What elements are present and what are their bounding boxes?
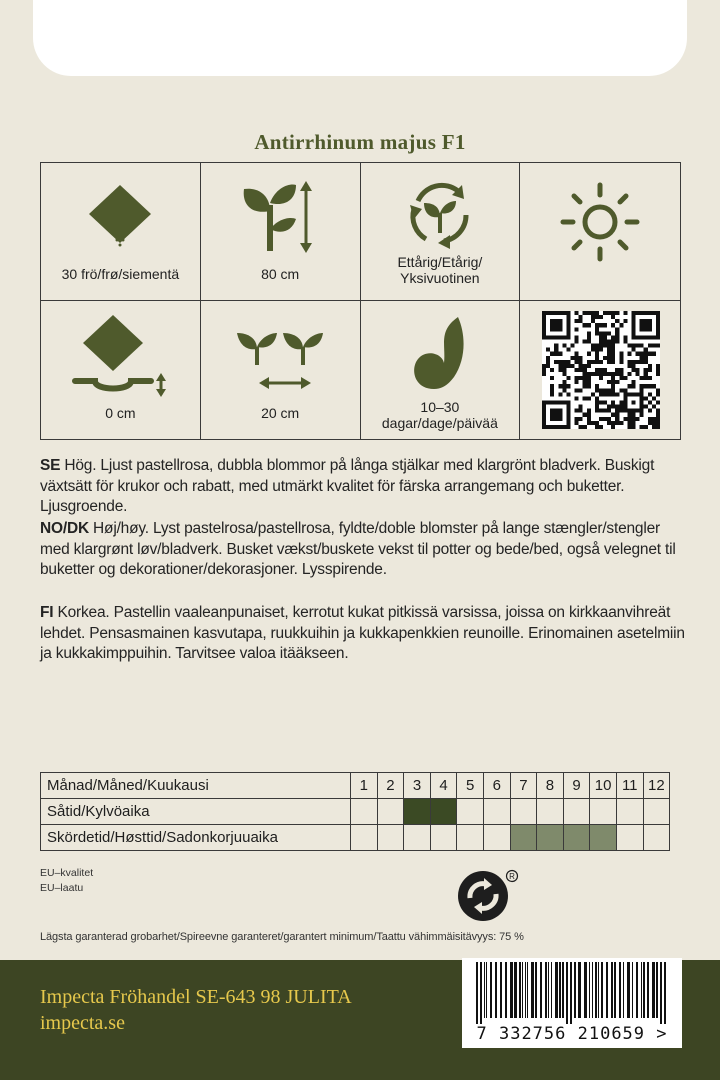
depth-caption: 0 cm <box>105 405 136 421</box>
sowing-depth-icon <box>65 313 175 397</box>
description-fi-text: Korkea. Pastellin vaaleanpunaiset, kerrotut kukat pitkissä varsissa, joissa on kirkkaanvihreät lehdet. Pensasmainen kasvutapa, ruukkuihin ja kukkapenkkien reunoille. Erinomainen asetelmiin ja kukkakimppuihin. Tarvitsee valoa itääkseen. <box>40 604 685 663</box>
sun-icon <box>557 179 643 265</box>
calendar-sowing-month-9 <box>563 799 590 825</box>
germ-days-range: 10–30 <box>420 399 460 415</box>
barcode-number: 7 332756 210659 > <box>476 1024 668 1044</box>
qr-code[interactable] <box>542 311 660 429</box>
hang-hole <box>33 0 687 76</box>
calendar-sowing-month-1 <box>351 799 378 825</box>
calendar-header <box>41 773 670 799</box>
germ-days-unit: dagar/dage/päivää <box>381 415 498 431</box>
eu-quality-se: EU–kvalitet <box>40 867 94 879</box>
month-4: 4 <box>430 773 457 799</box>
cell-depth <box>41 301 201 439</box>
cell-seeds <box>41 163 201 301</box>
lifecycle-line1: Ettårig/Etårig/ <box>397 254 483 270</box>
lang-code-no-dk: NO/DK <box>40 520 89 537</box>
calendar-sowing-month-3 <box>404 799 431 825</box>
cell-qr <box>520 301 680 439</box>
barcode-bars <box>462 958 682 1024</box>
green-dot-icon <box>456 868 520 924</box>
cell-lifecycle <box>361 163 521 301</box>
calendar-harvest-month-10 <box>590 825 617 851</box>
description-fi <box>40 603 690 665</box>
month-12: 12 <box>643 773 670 799</box>
calendar-harvest-month-2 <box>377 825 404 851</box>
month-10: 10 <box>590 773 617 799</box>
sowing-calendar <box>40 772 670 851</box>
calendar-harvest-month-5 <box>457 825 484 851</box>
germination-caption <box>361 399 520 431</box>
calendar-harvest-month-11 <box>616 825 643 851</box>
eu-quality <box>40 866 93 896</box>
lang-code-se: SE <box>40 457 61 474</box>
cell-height <box>201 163 361 301</box>
description-no-dk <box>40 519 690 581</box>
lang-code-fi: FI <box>40 604 54 621</box>
description-no-dk-text: Høj/høy. Lyst pastelrosa/pastellrosa, fyldte/doble blomster på lange stængler/stengler med klargrønt løv/bladverk. Busket vækst/buskete vekst til potter og bede/bed, også velegnet til buketter og dekorationer/dekorasjoner. Lysspirende. <box>40 520 676 579</box>
annual-cycle-icon <box>404 179 476 251</box>
barcode <box>462 958 682 1048</box>
month-3: 3 <box>404 773 431 799</box>
species-title: Antirrhinum majus F1 <box>254 130 466 154</box>
calendar-sowing-label: Såtid/Kylvöaika <box>41 799 351 825</box>
calendar-harvest-month-4 <box>430 825 457 851</box>
calendar-sowing-month-8 <box>537 799 564 825</box>
month-8: 8 <box>537 773 564 799</box>
eu-quality-fi: EU–laatu <box>40 882 84 894</box>
spacing-caption: 20 cm <box>261 405 300 421</box>
month-9: 9 <box>563 773 590 799</box>
germination-guarantee: Lägsta garanterad grobarhet/Spireevne garanteret/garantert minimum/Taattu vähimmäisitävyys: 75 % <box>40 931 524 943</box>
month-1: 1 <box>351 773 378 799</box>
seeds-caption: 30 frö/frø/siementä <box>61 266 180 282</box>
month-11: 11 <box>616 773 643 799</box>
lifecycle-caption <box>361 254 520 286</box>
month-2: 2 <box>377 773 404 799</box>
calendar-sowing-month-6 <box>483 799 510 825</box>
calendar-sowing-month-11 <box>616 799 643 825</box>
company-url[interactable]: impecta.se <box>40 1012 125 1034</box>
month-7: 7 <box>510 773 537 799</box>
month-6: 6 <box>483 773 510 799</box>
cell-spacing <box>201 301 361 439</box>
germination-icon <box>408 315 472 391</box>
height-caption: 80 cm <box>261 266 300 282</box>
calendar-harvest-month-8 <box>537 825 564 851</box>
company-address: Impecta Fröhandel SE-643 98 JULITA <box>40 986 352 1008</box>
calendar-harvest-month-12 <box>643 825 670 851</box>
calendar-harvest-label: Skördetid/Høsttid/Sadonkorjuuaika <box>41 825 351 851</box>
calendar-sowing <box>41 799 670 825</box>
calendar-harvest-month-3 <box>404 825 431 851</box>
plant-spacing-icon <box>235 329 325 393</box>
calendar-header-label: Månad/Måned/Kuukausi <box>41 773 351 799</box>
calendar-sowing-month-2 <box>377 799 404 825</box>
cell-sun <box>520 163 680 301</box>
svg-text:R: R <box>509 872 515 881</box>
calendar-harvest-month-1 <box>351 825 378 851</box>
calendar-harvest-month-6 <box>483 825 510 851</box>
lifecycle-line2: Yksivuotinen <box>400 270 480 286</box>
calendar-sowing-month-7 <box>510 799 537 825</box>
sprout-height-icon <box>240 181 320 253</box>
calendar-harvest-month-9 <box>563 825 590 851</box>
description-se <box>40 456 690 518</box>
calendar-sowing-month-12 <box>643 799 670 825</box>
calendar-harvest <box>41 825 670 851</box>
description-se-text: Hög. Ljust pastellrosa, dubbla blommor på långa stjälkar med klargrönt bladverk. Buskigt växtsätt för krukor och rabatt, med utmärkt kvalitet för färska arrangemang och buketter. Ljusgroende. <box>40 457 655 516</box>
calendar-harvest-month-7 <box>510 825 537 851</box>
calendar-sowing-month-10 <box>590 799 617 825</box>
calendar-sowing-month-4 <box>430 799 457 825</box>
info-grid <box>40 162 681 440</box>
month-5: 5 <box>457 773 484 799</box>
cell-germination <box>361 301 521 439</box>
seed-packet-icon <box>85 183 155 253</box>
calendar-sowing-month-5 <box>457 799 484 825</box>
